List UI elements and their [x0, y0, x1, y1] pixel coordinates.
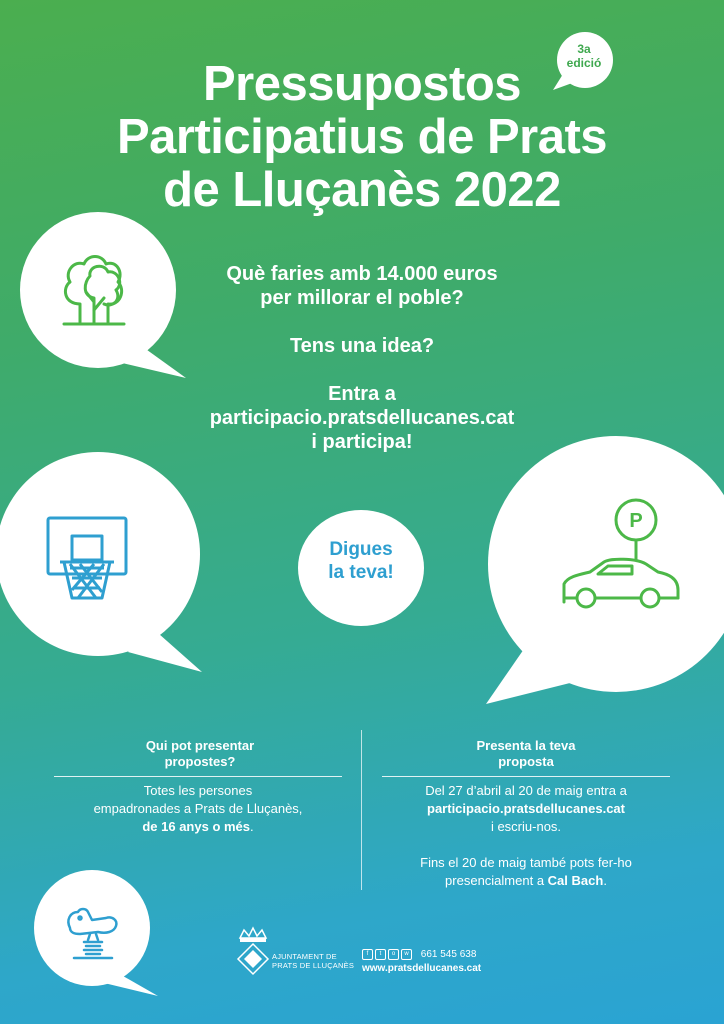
- present-body-line-4: Fins el 20 de maig també pots fer-ho: [420, 855, 632, 870]
- present-underline: [382, 776, 670, 777]
- present-url-bold[interactable]: participacio.pratsdellucanes.cat: [427, 801, 625, 816]
- municipal-shield-icon: [236, 926, 270, 978]
- who-underline: [54, 776, 342, 777]
- cal-bach-bold: Cal Bach: [547, 873, 604, 888]
- basketball-bubble: [0, 440, 204, 672]
- edition-number: 3a: [577, 42, 591, 56]
- present-heading-line-2: proposta: [498, 754, 554, 769]
- digues-line-1: Digues: [329, 539, 393, 560]
- question-line-1: Què faries amb 14.000 euros: [226, 263, 498, 285]
- title-line-3: de Lluçanès 2022: [163, 163, 561, 217]
- page-title: [40, 58, 684, 217]
- present-body-line-3: i escriu-nos.: [490, 819, 562, 834]
- question-line-6: i participa!: [311, 431, 413, 453]
- who-heading-line-2: propostes?: [164, 754, 236, 769]
- question-line-4: Entra a: [328, 383, 396, 405]
- who-body-period: .: [250, 819, 254, 834]
- question-line-3: Tens una idea?: [289, 335, 435, 357]
- present-body-line-5: [382, 872, 670, 890]
- question-url[interactable]: participacio.pratsdellucanes.cat: [209, 407, 515, 429]
- who-age-bold: de 16 anys o més: [142, 819, 251, 834]
- who-body-line-3: [54, 818, 342, 836]
- present-body-line-1: Del 27 d’abril al 20 de maig entra a: [425, 783, 627, 798]
- present-body-line-5-start: presencialment a: [445, 873, 548, 888]
- instagram-icon[interactable]: o: [388, 949, 399, 960]
- who-heading: [60, 738, 340, 770]
- website-link[interactable]: www.pratsdellucanes.cat: [362, 963, 482, 974]
- edition-label: edició: [566, 56, 602, 70]
- present-body-period: .: [603, 873, 607, 888]
- who-body: [54, 782, 342, 836]
- digues-line-2: la teva!: [328, 562, 394, 583]
- playground-bubble: [30, 868, 160, 998]
- parking-bubble: [486, 434, 724, 708]
- logo-line-2: PRATS DE LLUÇANÈS: [272, 961, 355, 970]
- present-body: [382, 782, 670, 890]
- present-body-line-2[interactable]: [382, 800, 670, 818]
- twitter-icon[interactable]: t: [375, 949, 386, 960]
- logo-line-1: AJUNTAMENT DE: [272, 952, 337, 961]
- parking-p-icon: P: [629, 510, 643, 532]
- who-heading-line-1: Qui pot presentar: [145, 738, 255, 753]
- who-body-line-1: Totes les persones: [143, 783, 253, 798]
- contact-block: [362, 948, 481, 976]
- column-divider: [361, 730, 362, 890]
- facebook-icon[interactable]: f: [362, 949, 373, 960]
- municipal-logo-text: [272, 952, 354, 970]
- question-block: [150, 262, 574, 454]
- present-heading-line-1: Presenta la teva: [476, 738, 576, 753]
- phone-number[interactable]: 661 545 638: [420, 949, 477, 960]
- question-line-2: per millorar el poble?: [260, 287, 464, 309]
- digues-badge: [298, 510, 424, 626]
- title-line-1: Pressupostos: [202, 57, 522, 111]
- title-line-2: Participatius de Prats: [116, 110, 608, 164]
- who-body-line-2: empadronades a Prats de Lluçanès,: [93, 801, 303, 816]
- social-icons: [362, 949, 412, 960]
- whatsapp-icon[interactable]: w: [401, 949, 412, 960]
- present-heading: [382, 738, 670, 770]
